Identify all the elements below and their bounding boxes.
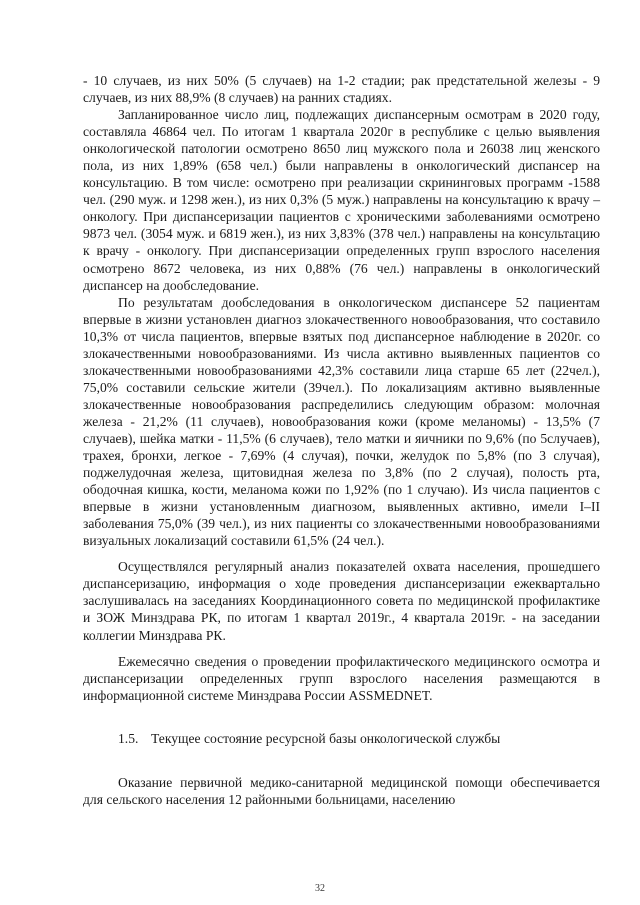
page-number: 32: [315, 883, 325, 894]
paragraph-monthly-info: Ежемесячно сведения о проведении профилактического медицинского осмотра и диспансеризации определенных групп взрослого населения размещаются в информационной системе Минздрава России ASSMEDNET.: [83, 653, 600, 703]
paragraph-regular-analysis: Осуществлялся регулярный анализ показателей охвата населения, прошедшего диспансеризацию, информация о ходе проведения диспансеризации ежеквартально заслушивалась на заседаниях Координационного совета по медицинской профилактике и ЗОЖ Минздрава РК, по итогам 1 квартал 2019г., 4 квартала 2019г. - на заседании коллегии Минздрава РК.: [83, 559, 600, 643]
paragraph-follow-up-results: По результатам дообследования в онкологическом диспансере 52 пациентам впервые в жизни установлен диагноз злокачественного новообразования, что составило 10,3% от числа пациентов, впервые взятых под диспансерное наблюдение в 2020г. со злокачественными новообразованиями. Из числа активно выявленных пациентов со злокачественными новообразованиями 42,3% составили лица старше 65 лет (22чел.), 75,0% составили сельские жители (39чел.). По локализациям активно выявленные злокачественные новообразования распределились следующим образом: молочная железа - 21,2% (11 случаев), новообразования кожи (кроме меланомы) - 13,5% (7 случаев), шейка матки - 11,5% (6 случаев), тело матки и яичники по 9,6% (по 5случаев), трахея, бронхи, легкое - 7,69% (4 случая), почки, желудок по 5,8% (по 3 случая), поджелудочная железа, щитовидная железа по 3,8% (по 2 случая), полость рта, ободочная кишка, кости, меланома кожи по 1,92% (по 1 случаю). Из числа пациентов с впервые в жизни установленным диагнозом, выявленных активно, имели I–II заболевания 75,0% (39 чел.), из них пациенты со злокачественными новообразованиями визуальных локализаций составили 61,5% (24 чел.).: [83, 294, 600, 549]
section-number: 1.5.: [118, 730, 139, 746]
paragraph-dispensary-exams: Запланированное число лиц, подлежащих диспансерным осмотрам в 2020 году, составляла 46864 чел. По итогам 1 квартала 2020г в республике с целью выявления онкологической патологии осмотрено 8650 лиц мужского пола и 26038 лиц женского пола, из них 1,89% (658 чел.) были направлены в онкологический диспансер на консультацию. В том числе: осмотрено при реализации скрининговых программ -1588 чел. (290 муж. и 1298 жен.), из них 0,3% (5 муж.) направлены на консультацию к врачу – онкологу. При диспансеризации пациентов с хроническими заболеваниями осмотрено 9873 чел. (3054 муж. и 6819 жен.), из них 3,83% (378 чел.) направлены на консультацию к врачу - онкологу. При диспансеризации определенных групп взрослого населения осмотрено 8672 человека, из них 0,88% (76 чел.) направлены в онкологический диспансер на дообследование.: [83, 107, 600, 293]
paragraph-cancer-stages: - 10 случаев, из них 50% (5 случаев) на 1-2 стадии; рак предстательной железы - 9 случаев, из них 88,9% (8 случаев) на ранних стадиях.: [83, 73, 600, 106]
section-title: Текущее состояние ресурсной базы онкологической службы: [151, 730, 501, 746]
paragraph-primary-care: Оказание первичной медико-санитарной медицинской помощи обеспечивается для сельского населения 12 районными больницами, населению: [83, 774, 600, 807]
section-heading: [83, 730, 600, 747]
document-body: [83, 72, 600, 808]
